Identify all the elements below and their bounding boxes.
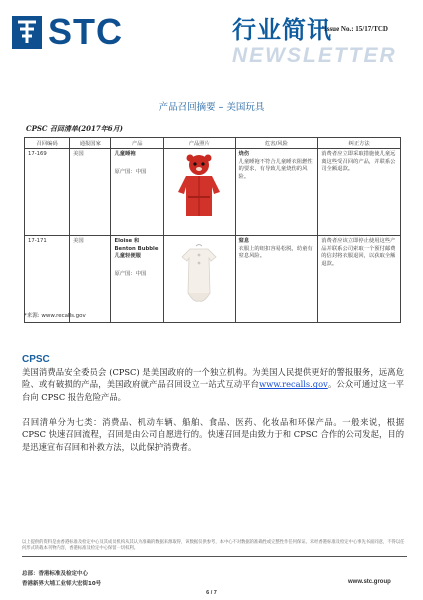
issue-number: Issue No.: 15/17/TCD xyxy=(324,25,388,33)
col-header-code: 召回编码 xyxy=(25,138,70,149)
cpsc-paragraph-1 xyxy=(22,366,404,403)
hazard-text: 儿童睡袍不符合儿童睡衣阻燃性的要求，有导致儿童烧伤的风险。 xyxy=(238,158,313,180)
col-header-hazard: 危害/风险 xyxy=(235,138,318,149)
table-row xyxy=(25,236,401,323)
recall-country: 美国 xyxy=(70,149,111,236)
page-number: 6 / 7 xyxy=(206,590,217,596)
recall-country: 美国 xyxy=(70,236,111,323)
recall-code: 17-169 xyxy=(25,149,70,236)
hazard-title: 烧伤 xyxy=(238,151,250,157)
hazard-text: 衣服上的纽扣容易松脱，幼童有窒息风险。 xyxy=(238,245,313,259)
hazard-title: 窒息 xyxy=(238,238,250,244)
recall-photo-cell xyxy=(164,236,235,323)
table-row xyxy=(25,149,401,236)
footer-website-link[interactable]: www.stc.group xyxy=(348,579,391,585)
table-header-row xyxy=(25,138,401,149)
product-name: 儿童睡袍 xyxy=(114,151,136,157)
cpsc-p1-text: 美国消费品安全委员会 (CPSC) 是美国政府的一个独立机构。为美国人民提供更好的警报服务，远离危险、或有破损的产品，美国政府就产品召回设立一站式互动平台 xyxy=(22,367,404,390)
recall-remedy: 消费者应该立即停止使用这些产品并联系公司索取一个预付邮费的信封将衣服退回，以获取全额退款。 xyxy=(318,236,401,323)
col-header-remedy: 纠正方法 xyxy=(318,138,401,149)
footer-divider xyxy=(22,556,407,557)
recall-product-cell xyxy=(111,149,164,236)
col-header-product: 产品 xyxy=(111,138,164,149)
footer-address-line-2: 香港新界大埔工业邨大宏街10号 xyxy=(22,581,102,587)
cpsc-paragraph-2: 召回清单分为七类：消费品、机动车辆、船舶、食品、医药、化妆品和环保产品。一般来说，根据 CPSC 快速召回流程，召回是由公司自愿进行的。快速召回是由致力于和 CPSC 合作的公司发起，目的是迅速宣布召回和补救方法，以此保护消费者。 xyxy=(22,417,404,452)
section-title: 产品召回摘要 – 美国玩具 xyxy=(158,102,265,113)
recall-remedy: 消费者应立即采取措施使儿童远离这些受召回的产品，并联系公司全额退款。 xyxy=(318,149,401,236)
product-origin: 原产国：中国 xyxy=(114,270,147,277)
cpsc-p1-text-end: 。公众可通过这一平台向 CPSC 报告危险产品。 xyxy=(22,379,404,402)
source-note: *来源: www.recalls.gov xyxy=(24,313,86,319)
col-header-country: 通报国家 xyxy=(70,138,111,149)
stc-logo-mark xyxy=(12,16,42,49)
recall-product-cell xyxy=(111,236,164,323)
disclaimer: 以上提供的资料是由香港标准及检定中心及其成员机构从其认为准确的数据来源取得，该数据仅供参考，本中心不对数据的准确性或完整性作任何保证。未经香港标准及检定中心事先书面同意，不得以任何形式转载本刊物内容，香港标准及检定中心保留一切权利。 xyxy=(22,540,405,552)
recall-photo-cell xyxy=(164,149,235,236)
newsletter-title-cn: 行业简讯 xyxy=(232,16,332,44)
product-origin: 原产国：中国 xyxy=(114,168,147,175)
recall-list-subhead: CPSC 召回清单(2017年6月) xyxy=(26,124,123,133)
recall-code: 17-171 xyxy=(25,236,70,323)
recall-hazard-cell xyxy=(235,149,318,236)
product-name: Eloise 和 Benton Bubble 儿童轻便服 xyxy=(114,238,159,259)
newsletter-title-en: NEWSLETTER xyxy=(232,44,397,67)
white-romper-photo-icon xyxy=(176,241,222,307)
cpsc-heading: CPSC xyxy=(22,354,50,365)
footer-address-line-1: 总部：香港标准及检定中心 xyxy=(22,571,89,577)
red-robe-photo-icon xyxy=(176,154,222,220)
recall-table xyxy=(24,137,401,323)
recall-hazard-cell xyxy=(235,236,318,323)
recalls-gov-link[interactable]: www.recalls.gov xyxy=(259,379,328,390)
col-header-photo: 产品照片 xyxy=(164,138,235,149)
stc-logo-text: STC xyxy=(48,11,123,52)
